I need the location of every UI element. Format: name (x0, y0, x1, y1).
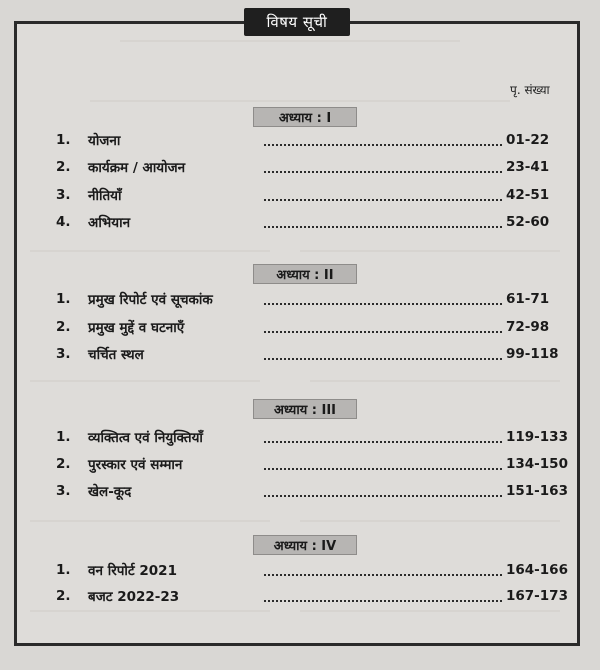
entry-pages: 61-71 (506, 291, 550, 307)
dot-leader (264, 331, 502, 333)
toc-entry[interactable] (56, 428, 568, 446)
toc-entry[interactable] (56, 131, 564, 149)
entry-pages: 01-22 (506, 132, 550, 148)
dot-leader (264, 358, 502, 360)
entry-pages: 119-133 (506, 429, 568, 445)
entry-number: 1. (56, 562, 71, 578)
entry-number: 1. (56, 429, 71, 445)
entry-number: 2. (56, 159, 71, 175)
toc-entry[interactable] (56, 587, 568, 605)
entry-pages: 167-173 (506, 588, 568, 604)
entry-pages: 52-60 (506, 214, 550, 230)
entry-title: वन रिपोर्ट 2021 (88, 563, 177, 579)
entry-pages: 42-51 (506, 187, 550, 203)
entry-number: 3. (56, 483, 71, 499)
dot-leader (264, 600, 502, 602)
entry-pages: 151-163 (506, 483, 568, 499)
dot-leader (264, 574, 502, 576)
entry-title: खेल-कूद (88, 484, 132, 500)
dot-leader (264, 199, 502, 201)
entry-title: व्यक्तित्व एवं नियुक्तियाँ (88, 430, 203, 446)
chapter-heading-1: अध्याय : I (253, 107, 357, 127)
entry-title: कार्यक्रम / आयोजन (88, 160, 186, 176)
entry-number: 1. (56, 132, 71, 148)
entry-title: अभियान (88, 215, 131, 231)
chapter-heading-4: अध्याय : IV (253, 535, 357, 555)
entry-title: प्रमुख रिपोर्ट एवं सूचकांक (88, 292, 213, 308)
toc-entry[interactable] (56, 290, 564, 308)
entry-pages: 164-166 (506, 562, 568, 578)
toc-entry[interactable] (56, 213, 564, 231)
entry-title: बजट 2022-23 (88, 589, 180, 605)
dot-leader (264, 441, 502, 443)
entry-pages: 99-118 (506, 346, 559, 362)
dot-leader (264, 171, 502, 173)
toc-entry[interactable] (56, 318, 564, 336)
entry-number: 3. (56, 187, 71, 203)
entry-pages: 134-150 (506, 456, 568, 472)
contents-title: विषय सूची (244, 8, 350, 36)
entry-number: 2. (56, 456, 71, 472)
dot-leader (264, 144, 502, 146)
toc-entry[interactable] (56, 561, 568, 579)
entry-number: 2. (56, 588, 71, 604)
entry-title: चर्चित स्थल (88, 347, 144, 363)
entry-number: 1. (56, 291, 71, 307)
toc-entry[interactable] (56, 482, 568, 500)
entry-title: योजना (88, 133, 121, 149)
toc-entry[interactable] (56, 455, 568, 473)
toc-entry[interactable] (56, 186, 564, 204)
entry-number: 4. (56, 214, 71, 230)
entry-title: प्रमुख मुद्दें व घटनाएँ (88, 320, 185, 336)
toc-entry[interactable] (56, 158, 564, 176)
entry-title: नीतियाँ (88, 188, 122, 204)
chapter-heading-3: अध्याय : III (253, 399, 357, 419)
chapter-heading-2: अध्याय : II (253, 264, 357, 284)
dot-leader (264, 303, 502, 305)
entry-number: 2. (56, 319, 71, 335)
entry-number: 3. (56, 346, 71, 362)
toc-entry[interactable] (56, 345, 564, 363)
entry-title: पुरस्कार एवं सम्मान (88, 457, 183, 473)
entry-pages: 23-41 (506, 159, 550, 175)
dot-leader (264, 468, 502, 470)
dot-leader (264, 495, 502, 497)
page-number-header: पृ. संख्या (510, 83, 550, 97)
dot-leader (264, 226, 502, 228)
entry-pages: 72-98 (506, 319, 550, 335)
